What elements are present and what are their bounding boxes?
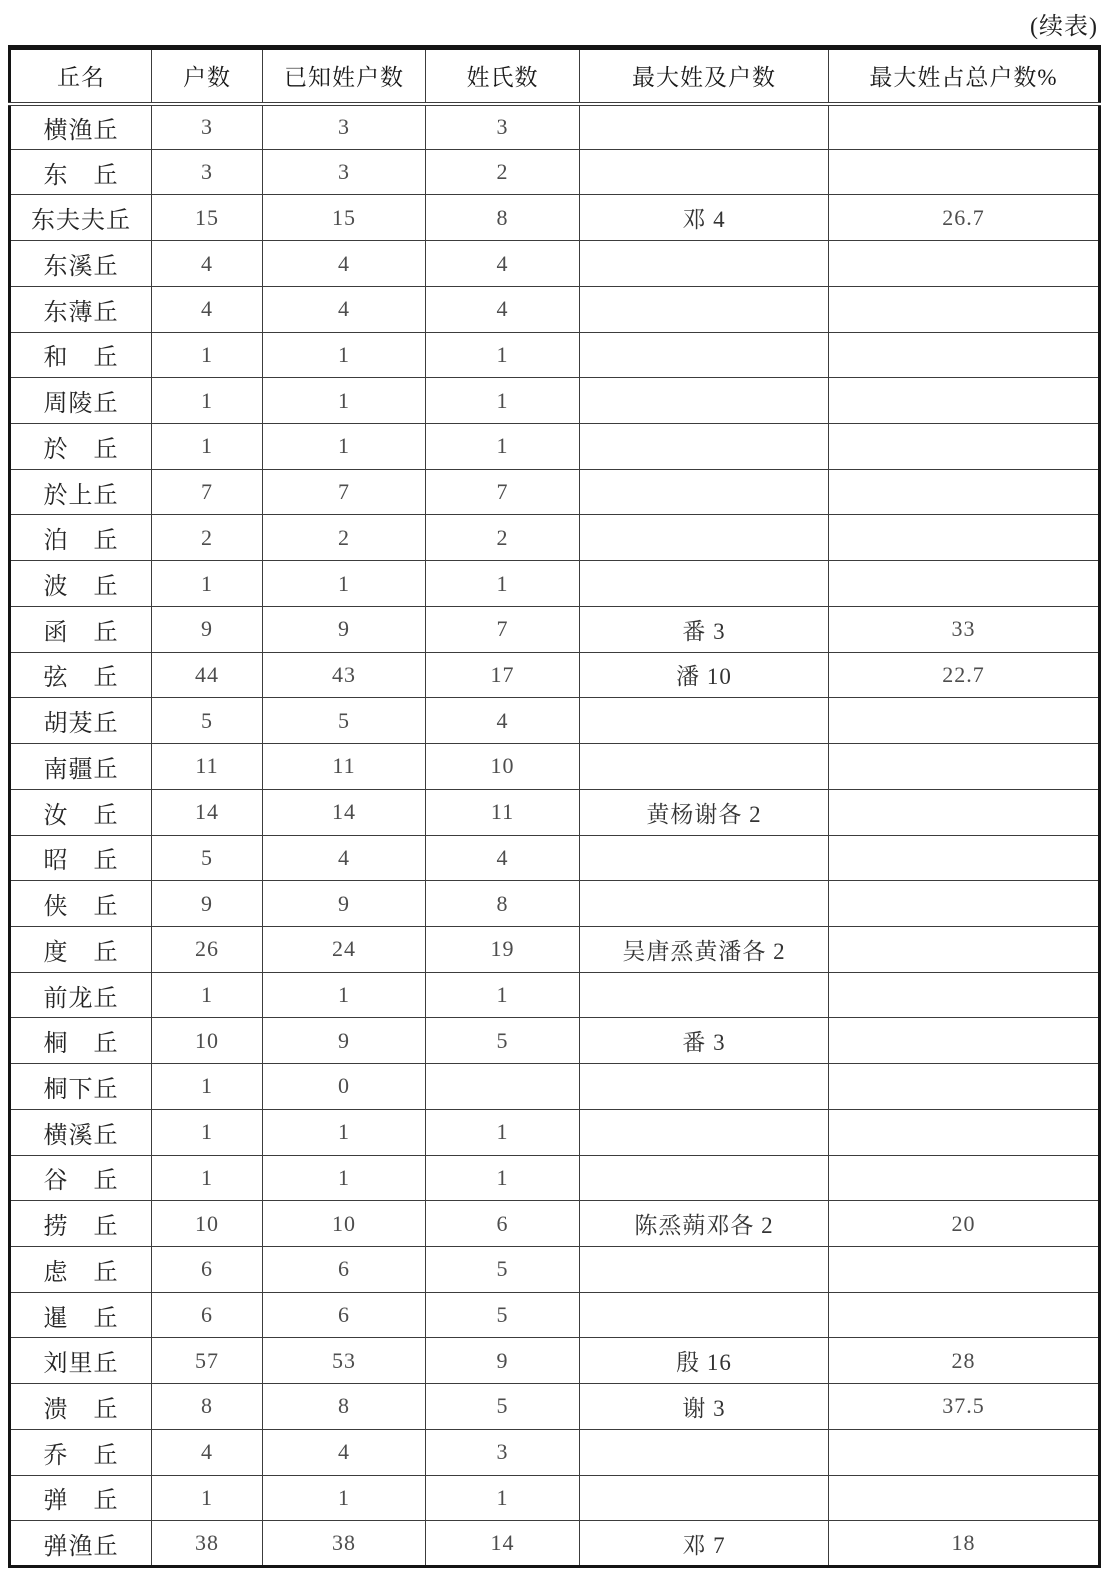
cell-name: 胡茇丘 bbox=[10, 698, 152, 744]
cell-surname-count: 11 bbox=[426, 789, 580, 835]
table-row bbox=[10, 698, 1100, 744]
cell-name: 虑 丘 bbox=[10, 1246, 152, 1292]
cell-largest-surname-pct bbox=[829, 972, 1100, 1018]
cell-surname-count: 1 bbox=[426, 1475, 580, 1521]
table-row bbox=[10, 149, 1100, 195]
cell-known-surname-households: 1 bbox=[263, 1475, 426, 1521]
cell-households: 11 bbox=[152, 744, 263, 790]
cell-largest-surname: 陈烝蒴邓各 2 bbox=[580, 1201, 829, 1247]
cell-name: 溃 丘 bbox=[10, 1384, 152, 1430]
cell-households: 1 bbox=[152, 972, 263, 1018]
cell-households: 10 bbox=[152, 1201, 263, 1247]
cell-households: 5 bbox=[152, 835, 263, 881]
cell-largest-surname-pct bbox=[829, 881, 1100, 927]
cell-name: 东薄丘 bbox=[10, 286, 152, 332]
cell-largest-surname-pct bbox=[829, 698, 1100, 744]
cell-known-surname-households: 6 bbox=[263, 1246, 426, 1292]
cell-surname-count: 10 bbox=[426, 744, 580, 790]
cell-surname-count: 19 bbox=[426, 926, 580, 972]
cell-largest-surname-pct: 20 bbox=[829, 1201, 1100, 1247]
continuation-label: (续表) bbox=[1030, 14, 1098, 40]
col-header-name: 丘名 bbox=[10, 48, 152, 104]
cell-households: 5 bbox=[152, 698, 263, 744]
col-header-known-surname-households: 已知姓户数 bbox=[263, 48, 426, 104]
table-row bbox=[10, 926, 1100, 972]
cell-households: 14 bbox=[152, 789, 263, 835]
cell-name: 横渔丘 bbox=[10, 104, 152, 150]
cell-largest-surname-pct bbox=[829, 241, 1100, 287]
cell-households: 9 bbox=[152, 606, 263, 652]
cell-largest-surname-pct bbox=[829, 561, 1100, 607]
cell-surname-count: 1 bbox=[426, 1109, 580, 1155]
cell-surname-count: 14 bbox=[426, 1521, 580, 1567]
cell-households: 1 bbox=[152, 424, 263, 470]
cell-known-surname-households: 3 bbox=[263, 149, 426, 195]
cell-known-surname-households: 24 bbox=[263, 926, 426, 972]
table-row bbox=[10, 789, 1100, 835]
cell-known-surname-households: 15 bbox=[263, 195, 426, 241]
cell-households: 1 bbox=[152, 561, 263, 607]
cell-largest-surname bbox=[580, 1475, 829, 1521]
table-header bbox=[10, 48, 1100, 104]
cell-name: 横溪丘 bbox=[10, 1109, 152, 1155]
cell-name: 度 丘 bbox=[10, 926, 152, 972]
cell-largest-surname bbox=[580, 835, 829, 881]
cell-households: 3 bbox=[152, 149, 263, 195]
cell-surname-count: 7 bbox=[426, 606, 580, 652]
cell-largest-surname bbox=[580, 469, 829, 515]
table-row bbox=[10, 104, 1100, 150]
cell-largest-surname-pct bbox=[829, 469, 1100, 515]
cell-surname-count: 6 bbox=[426, 1201, 580, 1247]
table-row bbox=[10, 469, 1100, 515]
cell-known-surname-households: 1 bbox=[263, 424, 426, 470]
table-row bbox=[10, 652, 1100, 698]
table-row bbox=[10, 1109, 1100, 1155]
cell-known-surname-households: 3 bbox=[263, 104, 426, 150]
cell-largest-surname bbox=[580, 881, 829, 927]
cell-name: 谷 丘 bbox=[10, 1155, 152, 1201]
table-row bbox=[10, 241, 1100, 287]
cell-largest-surname-pct bbox=[829, 104, 1100, 150]
cell-surname-count: 3 bbox=[426, 1429, 580, 1475]
cell-surname-count: 4 bbox=[426, 835, 580, 881]
table-row bbox=[10, 1155, 1100, 1201]
cell-name: 东溪丘 bbox=[10, 241, 152, 287]
cell-name: 东夫夫丘 bbox=[10, 195, 152, 241]
cell-known-surname-households: 43 bbox=[263, 652, 426, 698]
cell-households: 57 bbox=[152, 1338, 263, 1384]
table-row bbox=[10, 1475, 1100, 1521]
cell-name: 周陵丘 bbox=[10, 378, 152, 424]
cell-known-surname-households: 4 bbox=[263, 286, 426, 332]
cell-largest-surname-pct bbox=[829, 378, 1100, 424]
table-row bbox=[10, 972, 1100, 1018]
cell-known-surname-households: 1 bbox=[263, 1109, 426, 1155]
cell-known-surname-households: 1 bbox=[263, 378, 426, 424]
cell-households: 1 bbox=[152, 1475, 263, 1521]
cell-largest-surname-pct bbox=[829, 1155, 1100, 1201]
cell-name: 弹 丘 bbox=[10, 1475, 152, 1521]
table-row bbox=[10, 1384, 1100, 1430]
cell-largest-surname bbox=[580, 561, 829, 607]
cell-known-surname-households: 4 bbox=[263, 835, 426, 881]
cell-largest-surname bbox=[580, 241, 829, 287]
cell-surname-count: 4 bbox=[426, 241, 580, 287]
cell-largest-surname bbox=[580, 332, 829, 378]
cell-name: 侠 丘 bbox=[10, 881, 152, 927]
table-row bbox=[10, 606, 1100, 652]
cell-households: 2 bbox=[152, 515, 263, 561]
cell-households: 3 bbox=[152, 104, 263, 150]
cell-households: 10 bbox=[152, 1018, 263, 1064]
table-row bbox=[10, 1292, 1100, 1338]
cell-households: 8 bbox=[152, 1384, 263, 1430]
cell-largest-surname bbox=[580, 515, 829, 561]
cell-known-surname-households: 10 bbox=[263, 1201, 426, 1247]
cell-surname-count: 8 bbox=[426, 881, 580, 927]
cell-surname-count: 1 bbox=[426, 561, 580, 607]
cell-known-surname-households: 9 bbox=[263, 1018, 426, 1064]
cell-surname-count: 2 bbox=[426, 515, 580, 561]
cell-largest-surname-pct: 22.7 bbox=[829, 652, 1100, 698]
cell-name: 暹 丘 bbox=[10, 1292, 152, 1338]
cell-households: 4 bbox=[152, 1429, 263, 1475]
table-row bbox=[10, 1521, 1100, 1567]
cell-name: 弦 丘 bbox=[10, 652, 152, 698]
cell-surname-count: 3 bbox=[426, 104, 580, 150]
cell-households: 44 bbox=[152, 652, 263, 698]
table-row bbox=[10, 332, 1100, 378]
cell-households: 1 bbox=[152, 378, 263, 424]
cell-surname-count: 5 bbox=[426, 1384, 580, 1430]
table-row bbox=[10, 561, 1100, 607]
cell-known-surname-households: 5 bbox=[263, 698, 426, 744]
col-header-households: 户数 bbox=[152, 48, 263, 104]
cell-name: 弹渔丘 bbox=[10, 1521, 152, 1567]
cell-largest-surname bbox=[580, 698, 829, 744]
cell-name: 函 丘 bbox=[10, 606, 152, 652]
cell-surname-count: 17 bbox=[426, 652, 580, 698]
table-row bbox=[10, 424, 1100, 470]
cell-name: 捞 丘 bbox=[10, 1201, 152, 1247]
cell-households: 4 bbox=[152, 241, 263, 287]
cell-known-surname-households: 9 bbox=[263, 881, 426, 927]
cell-largest-surname bbox=[580, 972, 829, 1018]
cell-households: 1 bbox=[152, 1064, 263, 1110]
cell-known-surname-households: 4 bbox=[263, 241, 426, 287]
cell-known-surname-households: 1 bbox=[263, 332, 426, 378]
surname-statistics-table bbox=[8, 45, 1101, 1568]
cell-name: 於上丘 bbox=[10, 469, 152, 515]
cell-largest-surname-pct bbox=[829, 1109, 1100, 1155]
cell-name: 和 丘 bbox=[10, 332, 152, 378]
cell-largest-surname-pct bbox=[829, 1475, 1100, 1521]
cell-largest-surname bbox=[580, 1155, 829, 1201]
cell-name: 昭 丘 bbox=[10, 835, 152, 881]
cell-name: 桐 丘 bbox=[10, 1018, 152, 1064]
cell-households: 9 bbox=[152, 881, 263, 927]
cell-largest-surname: 殷 16 bbox=[580, 1338, 829, 1384]
cell-largest-surname: 番 3 bbox=[580, 606, 829, 652]
col-header-surname-count: 姓氏数 bbox=[426, 48, 580, 104]
table-row bbox=[10, 515, 1100, 561]
table-row bbox=[10, 1064, 1100, 1110]
cell-name: 波 丘 bbox=[10, 561, 152, 607]
cell-known-surname-households: 0 bbox=[263, 1064, 426, 1110]
cell-largest-surname-pct bbox=[829, 424, 1100, 470]
cell-known-surname-households: 38 bbox=[263, 1521, 426, 1567]
cell-largest-surname bbox=[580, 744, 829, 790]
cell-name: 泊 丘 bbox=[10, 515, 152, 561]
table-row bbox=[10, 744, 1100, 790]
cell-surname-count: 5 bbox=[426, 1018, 580, 1064]
cell-surname-count: 2 bbox=[426, 149, 580, 195]
cell-surname-count: 4 bbox=[426, 286, 580, 332]
cell-name: 於 丘 bbox=[10, 424, 152, 470]
cell-largest-surname bbox=[580, 104, 829, 150]
cell-largest-surname-pct bbox=[829, 789, 1100, 835]
cell-known-surname-households: 1 bbox=[263, 561, 426, 607]
cell-largest-surname bbox=[580, 424, 829, 470]
cell-name: 乔 丘 bbox=[10, 1429, 152, 1475]
col-header-largest-surname-pct: 最大姓占总户数% bbox=[829, 48, 1100, 104]
cell-households: 6 bbox=[152, 1246, 263, 1292]
cell-households: 15 bbox=[152, 195, 263, 241]
cell-surname-count: 7 bbox=[426, 469, 580, 515]
cell-surname-count: 1 bbox=[426, 378, 580, 424]
cell-households: 7 bbox=[152, 469, 263, 515]
cell-largest-surname bbox=[580, 1429, 829, 1475]
cell-surname-count: 4 bbox=[426, 698, 580, 744]
cell-largest-surname-pct bbox=[829, 744, 1100, 790]
table-row bbox=[10, 835, 1100, 881]
cell-surname-count: 1 bbox=[426, 332, 580, 378]
cell-largest-surname bbox=[580, 1064, 829, 1110]
cell-largest-surname-pct bbox=[829, 1018, 1100, 1064]
cell-largest-surname: 吴唐烝黄潘各 2 bbox=[580, 926, 829, 972]
cell-name: 南疆丘 bbox=[10, 744, 152, 790]
table-header-row bbox=[10, 48, 1100, 104]
cell-largest-surname-pct: 33 bbox=[829, 606, 1100, 652]
cell-name: 桐下丘 bbox=[10, 1064, 152, 1110]
cell-known-surname-households: 4 bbox=[263, 1429, 426, 1475]
cell-name: 东 丘 bbox=[10, 149, 152, 195]
cell-largest-surname-pct: 18 bbox=[829, 1521, 1100, 1567]
cell-largest-surname-pct bbox=[829, 835, 1100, 881]
cell-largest-surname bbox=[580, 286, 829, 332]
cell-surname-count: 8 bbox=[426, 195, 580, 241]
cell-households: 1 bbox=[152, 332, 263, 378]
cell-largest-surname-pct bbox=[829, 286, 1100, 332]
cell-largest-surname: 邓 4 bbox=[580, 195, 829, 241]
cell-largest-surname-pct bbox=[829, 1429, 1100, 1475]
cell-largest-surname bbox=[580, 1109, 829, 1155]
cell-largest-surname: 邓 7 bbox=[580, 1521, 829, 1567]
cell-largest-surname bbox=[580, 149, 829, 195]
cell-known-surname-households: 7 bbox=[263, 469, 426, 515]
cell-surname-count: 1 bbox=[426, 1155, 580, 1201]
table-row bbox=[10, 1338, 1100, 1384]
cell-known-surname-households: 1 bbox=[263, 1155, 426, 1201]
cell-households: 1 bbox=[152, 1109, 263, 1155]
table-row bbox=[10, 195, 1100, 241]
cell-households: 26 bbox=[152, 926, 263, 972]
cell-surname-count: 1 bbox=[426, 972, 580, 1018]
cell-largest-surname-pct bbox=[829, 149, 1100, 195]
cell-known-surname-households: 2 bbox=[263, 515, 426, 561]
cell-largest-surname-pct bbox=[829, 332, 1100, 378]
cell-known-surname-households: 1 bbox=[263, 972, 426, 1018]
cell-households: 1 bbox=[152, 1155, 263, 1201]
cell-known-surname-households: 53 bbox=[263, 1338, 426, 1384]
cell-largest-surname bbox=[580, 1246, 829, 1292]
cell-known-surname-households: 6 bbox=[263, 1292, 426, 1338]
cell-largest-surname: 谢 3 bbox=[580, 1384, 829, 1430]
col-header-largest-surname: 最大姓及户数 bbox=[580, 48, 829, 104]
cell-known-surname-households: 11 bbox=[263, 744, 426, 790]
cell-surname-count: 5 bbox=[426, 1292, 580, 1338]
cell-largest-surname-pct: 37.5 bbox=[829, 1384, 1100, 1430]
cell-largest-surname bbox=[580, 378, 829, 424]
cell-name: 刘里丘 bbox=[10, 1338, 152, 1384]
cell-surname-count: 9 bbox=[426, 1338, 580, 1384]
cell-households: 4 bbox=[152, 286, 263, 332]
table-row bbox=[10, 378, 1100, 424]
cell-name: 汝 丘 bbox=[10, 789, 152, 835]
cell-largest-surname-pct: 26.7 bbox=[829, 195, 1100, 241]
cell-largest-surname-pct bbox=[829, 926, 1100, 972]
cell-largest-surname-pct bbox=[829, 515, 1100, 561]
cell-largest-surname-pct: 28 bbox=[829, 1338, 1100, 1384]
cell-surname-count bbox=[426, 1064, 580, 1110]
cell-households: 6 bbox=[152, 1292, 263, 1338]
cell-households: 38 bbox=[152, 1521, 263, 1567]
cell-largest-surname bbox=[580, 1292, 829, 1338]
cell-largest-surname: 黄杨谢各 2 bbox=[580, 789, 829, 835]
cell-known-surname-households: 8 bbox=[263, 1384, 426, 1430]
cell-largest-surname-pct bbox=[829, 1292, 1100, 1338]
cell-known-surname-households: 9 bbox=[263, 606, 426, 652]
cell-surname-count: 1 bbox=[426, 424, 580, 470]
table-row bbox=[10, 1429, 1100, 1475]
cell-largest-surname-pct bbox=[829, 1064, 1100, 1110]
cell-surname-count: 5 bbox=[426, 1246, 580, 1292]
cell-largest-surname: 番 3 bbox=[580, 1018, 829, 1064]
cell-largest-surname: 潘 10 bbox=[580, 652, 829, 698]
table-row bbox=[10, 1018, 1100, 1064]
table-body bbox=[10, 104, 1100, 1567]
cell-largest-surname-pct bbox=[829, 1246, 1100, 1292]
table-row bbox=[10, 286, 1100, 332]
cell-known-surname-households: 14 bbox=[263, 789, 426, 835]
cell-name: 前龙丘 bbox=[10, 972, 152, 1018]
table-row bbox=[10, 881, 1100, 927]
table-row bbox=[10, 1246, 1100, 1292]
table-row bbox=[10, 1201, 1100, 1247]
